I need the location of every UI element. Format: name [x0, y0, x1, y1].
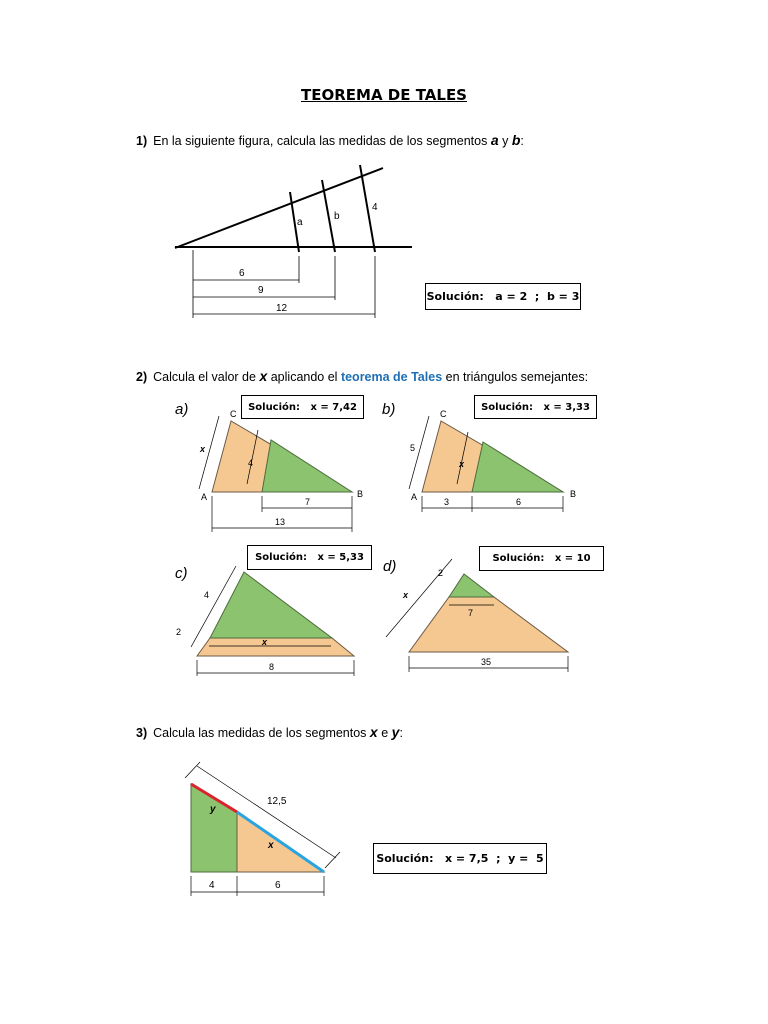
label-4: 4 — [248, 458, 254, 468]
vertex-c: C — [230, 409, 237, 419]
label-7: 7 — [305, 497, 311, 507]
label-4: 4 — [204, 590, 210, 600]
label-x: x — [262, 637, 268, 647]
conjunction: e — [381, 726, 389, 740]
page-title: TEOREMA DE TALES — [301, 86, 467, 104]
solution-1: Solución: a = 2 ; b = 3 — [425, 283, 581, 310]
question-text: Calcula las medidas de los segmentos — [153, 726, 367, 740]
colon: : — [399, 726, 403, 740]
label-x: x — [268, 840, 274, 851]
solution-2d: Solución: x = 10 — [479, 546, 604, 571]
label-b: b — [334, 211, 340, 222]
vertex-b: B — [570, 489, 577, 499]
label-a: a — [297, 217, 303, 228]
solution-2b: Solución: x = 3,33 — [474, 395, 597, 419]
var-x: x — [259, 368, 268, 384]
label-4: 4 — [372, 202, 378, 213]
label-9: 9 — [258, 285, 264, 296]
solution-2c: Solución: x = 5,33 — [247, 545, 372, 570]
question-number: 2) — [136, 370, 148, 384]
letter-b: b) — [382, 401, 396, 418]
label-6: 6 — [275, 880, 281, 891]
label-6: 6 — [239, 268, 245, 279]
var-x: x — [369, 724, 378, 740]
label-3: 3 — [444, 497, 450, 507]
label-8: 8 — [269, 662, 275, 672]
vertex-a: A — [411, 492, 418, 502]
label-12: 12 — [276, 303, 288, 314]
question-number: 1) — [136, 134, 148, 148]
vertex-b: B — [357, 489, 364, 499]
letter-d: d) — [383, 558, 397, 575]
label-35: 35 — [481, 657, 492, 667]
vertex-c: C — [440, 409, 447, 419]
question-number: 3) — [136, 726, 148, 740]
question-text: En la siguiente figura, calcula las medidas de los segmentos — [153, 134, 488, 148]
label-13: 13 — [275, 517, 286, 527]
label-6: 6 — [516, 497, 522, 507]
var-b: b — [511, 132, 521, 148]
letter-a: a) — [175, 401, 189, 418]
question-text: Calcula el valor de — [153, 370, 256, 384]
theorem-highlight: teorema de Tales — [340, 370, 443, 384]
solution-3: Solución: x = 7,5 ; y = 5 — [373, 843, 547, 874]
label-5: 5 — [410, 443, 416, 453]
label-y: y — [210, 804, 216, 815]
label-2: 2 — [438, 568, 444, 578]
conjunction: y — [502, 134, 509, 148]
var-y: y — [391, 724, 400, 740]
vertex-a: A — [201, 492, 208, 502]
question-text-mid: aplicando el — [270, 370, 338, 384]
colon: : — [520, 134, 524, 148]
letter-c: c) — [175, 565, 188, 582]
label-7: 7 — [468, 608, 474, 618]
label-4: 4 — [209, 880, 215, 891]
question-text-end: en triángulos semejantes: — [445, 370, 589, 384]
label-x: x — [459, 459, 465, 469]
label-2: 2 — [176, 627, 182, 637]
label-hypotenuse: 12,5 — [267, 796, 287, 807]
label-x: x — [200, 444, 206, 454]
solution-2a: Solución: x = 7,42 — [241, 395, 364, 419]
label-x: x — [403, 590, 409, 600]
var-a: a — [490, 132, 499, 148]
